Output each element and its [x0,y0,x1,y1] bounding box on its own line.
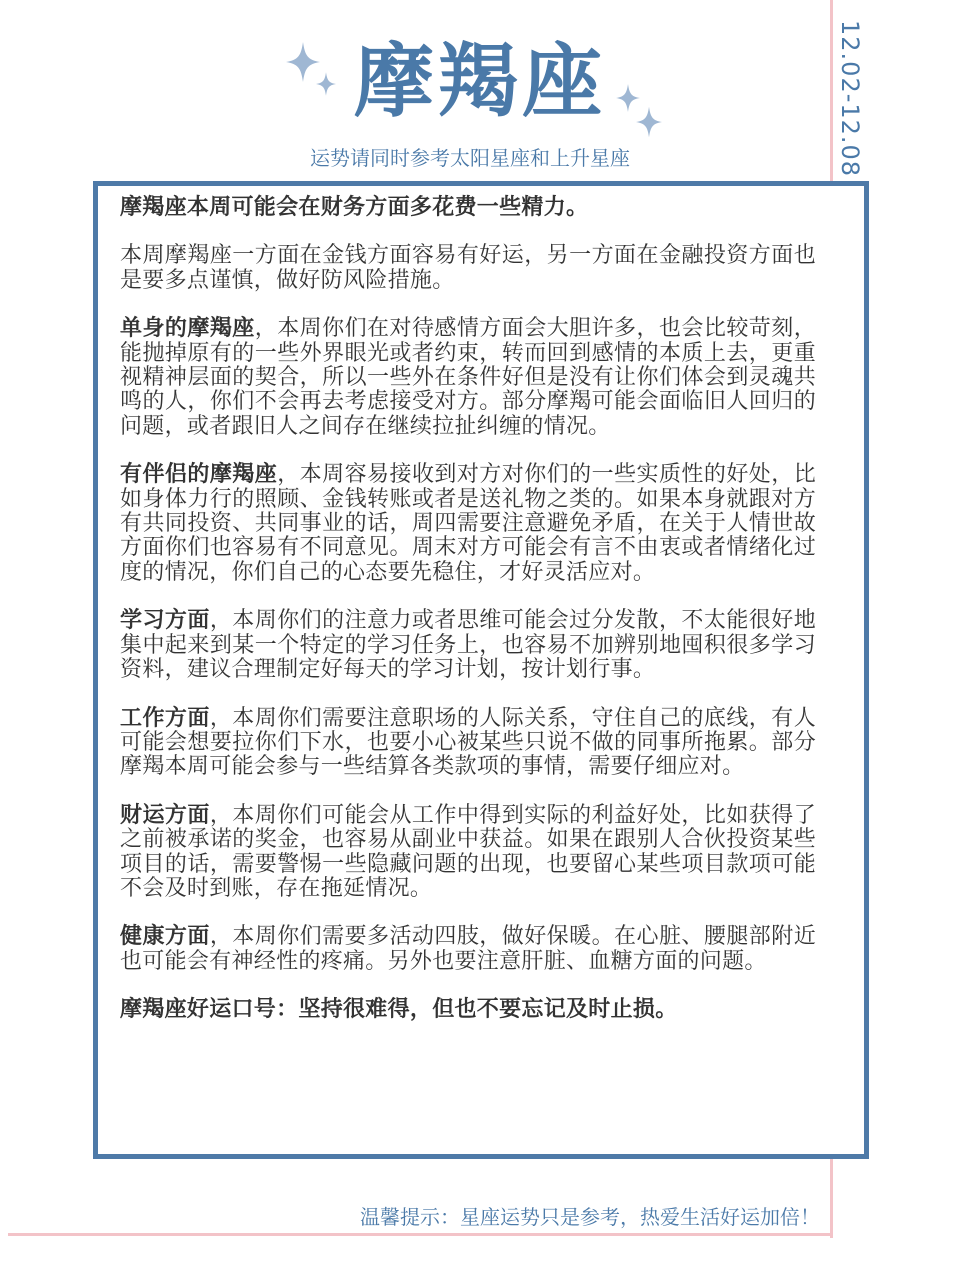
section-text: ，本周你们需要多活动四肢，做好保暖。在心脏、腰腿部附近也可能会有神经性的疼痛。另外也要注意肝脏、血糖方面的问题。 [120,924,816,974]
section-work [120,707,816,780]
horoscope-content [120,196,816,1047]
overview-text: 本周摩羯座一方面在金钱方面容易有好运，另一方面在金融投资方面也是要多点谨慎，做好防风险措施。 [120,243,816,293]
intro-text: 摩羯座本周可能会在财务方面多花费一些精力。 [120,195,589,220]
date-range: 12.02-12.08 [836,20,864,178]
section-text: ，本周你们在对待感情方面会大胆许多，也会比较苛刻，能抛掉原有的一些外界眼光或者约束，转而回到感情的本质上去，更重视精神层面的契合，所以一些外在条件好但是没有让你们体会到灵魂共鸣的人，你们不会再去考虑接受对方。部分摩羯可能会面临旧人回归的问题，或者跟旧人之间存在继续拉扯纠缠的情况。 [120,316,816,439]
section-study [120,609,816,682]
section-label: 工作方面 [120,705,210,731]
section-label: 学习方面 [120,608,210,634]
section-text: ，本周你们的注意力或者思维可能会过分发散，不太能很好地集中起来到某一个特定的学习任务上，也容易不加辨别地囤积很多学习资料，建议合理制定好每天的学习计划，按计划行事。 [120,608,816,683]
section-label: 单身的摩羯座 [120,316,255,342]
section-label: 有伴侣的摩羯座 [120,462,278,488]
section-health [120,925,816,974]
section-text: ，本周你们可能会从工作中得到实际的利益好处，比如获得了之前被承诺的奖金，也容易从副业中获益。如果在跟别人合伙投资某些项目的话，需要警惕一些隐藏问题的出现，也要留心某些项目款项可能不会及时到账，存在拖延情况。 [120,802,816,901]
page-title: 摩羯座 [354,35,606,128]
section-text: ，本周容易接收到对方对你们的一些实质性的好处，比如身体力行的照顾、金钱转账或者是送礼物之类的。如果本身就跟对方有共同投资、共同事业的话，周四需要注意避免矛盾，在关于人情世故方面你们也容易有不同意见。周末对方可能会有言不由衷或者情绪化过度的情况，你们自己的心态要先稳住，才好灵活应对。 [120,462,816,585]
section-label: 健康方面 [120,924,210,950]
section-wealth [120,804,816,902]
pink-horizontal-line [8,1233,833,1236]
section-text: ，本周你们需要注意职场的人际关系，守住自己的底线，有人可能会想要拉你们下水，也要小心被某些只说不做的同事所拖累。部分摩羯本周可能会参与一些结算各类款项的事情，需要仔细应对。 [120,705,816,780]
section-label: 财运方面 [120,802,210,828]
section-partnered [120,463,816,585]
footer-tip: 温馨提示：星座运势只是参考，热爱生活好运加倍！ [360,1205,820,1229]
page-subtitle: 运势请同时参考太阳星座和上升星座 [310,146,630,170]
slogan-text: 摩羯座好运口号：坚持很难得，但也不要忘记及时止损。 [120,997,678,1023]
section-single [120,317,816,439]
